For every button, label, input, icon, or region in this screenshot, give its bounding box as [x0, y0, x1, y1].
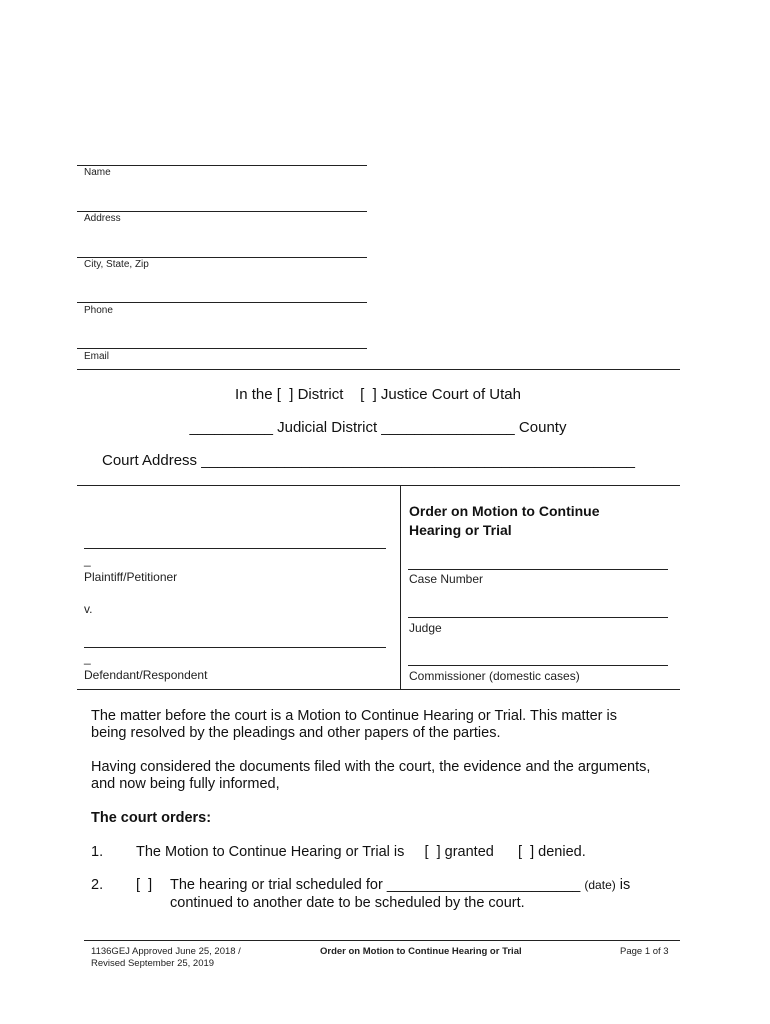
court-address-line: Court Address ____________________________________________________: [102, 452, 636, 469]
court-top-rule: [77, 369, 680, 370]
judge-line: [408, 617, 668, 618]
caption-divider: [400, 486, 401, 690]
paragraph-1-line-1: The matter before the court is a Motion to Continue Hearing or Trial. This matter is: [91, 708, 617, 724]
caption-bottom-rule: [77, 689, 680, 690]
order-item-2-text: [170, 877, 630, 893]
name-label: Name: [84, 167, 111, 178]
paragraph-1-line-2: being resolved by the pleadings and other papers of the parties.: [91, 725, 501, 741]
document-title-line2: Hearing or Trial: [409, 522, 512, 538]
order-item-2-line-2: continued to another date to be scheduled by the court.: [170, 895, 525, 911]
case-number-label: Case Number: [409, 572, 484, 586]
order-item-2-main: The hearing or trial scheduled for ________________________: [170, 877, 581, 893]
plaintiff-label: Plaintiff/Petitioner: [84, 570, 178, 584]
defendant-line: [84, 647, 386, 648]
plaintiff-underscore: _: [84, 553, 91, 567]
email-line: [77, 348, 367, 349]
commissioner-line: [408, 665, 668, 666]
paragraph-2-line-2: and now being fully informed,: [91, 776, 280, 792]
form-id-line-2: Revised September 25, 2019: [91, 958, 215, 969]
paragraph-2-line-1: Having considered the documents filed with the court, the evidence and the arguments,: [91, 759, 651, 775]
phone-line: [77, 302, 367, 303]
city-line: [77, 257, 367, 258]
orders-heading: The court orders:: [91, 810, 212, 826]
document-title-line1: Order on Motion to Continue: [409, 503, 600, 519]
court-type-line: In the [ ] District [ ] Justice Court of Utah: [235, 386, 521, 403]
defendant-underscore: _: [84, 651, 91, 665]
form-id-line-1: 1136GEJ Approved June 25, 2018 /: [91, 946, 241, 957]
address-line: [77, 211, 367, 212]
footer-rule: [84, 940, 680, 941]
order-item-2-end: is: [619, 877, 631, 893]
commissioner-label: Commissioner (domestic cases): [409, 669, 580, 683]
defendant-label: Defendant/Respondent: [84, 668, 208, 682]
judicial-district-line: __________ Judicial District ________________ County: [189, 419, 567, 436]
case-number-line: [408, 569, 668, 570]
page-number: Page 1 of 3: [620, 946, 669, 957]
email-label: Email: [84, 351, 110, 362]
city-state-zip-label: City, State, Zip: [84, 259, 149, 270]
address-label: Address: [84, 213, 121, 224]
phone-label: Phone: [84, 305, 113, 316]
plaintiff-line: [84, 548, 386, 549]
footer-title: Order on Motion to Continue Hearing or Trial: [320, 946, 522, 957]
judge-label: Judge: [409, 621, 442, 635]
order-item-1-text: The Motion to Continue Hearing or Trial is [ ] granted [ ] denied.: [136, 844, 586, 860]
date-hint: (date): [584, 878, 616, 892]
order-item-2-number: 2.: [91, 877, 104, 893]
versus-label: v.: [84, 602, 93, 616]
name-line: [77, 165, 367, 166]
order-item-1-number: 1.: [91, 844, 104, 860]
order-item-2-checkbox[interactable]: [ ]: [136, 877, 153, 893]
caption-top-rule: [77, 485, 680, 486]
